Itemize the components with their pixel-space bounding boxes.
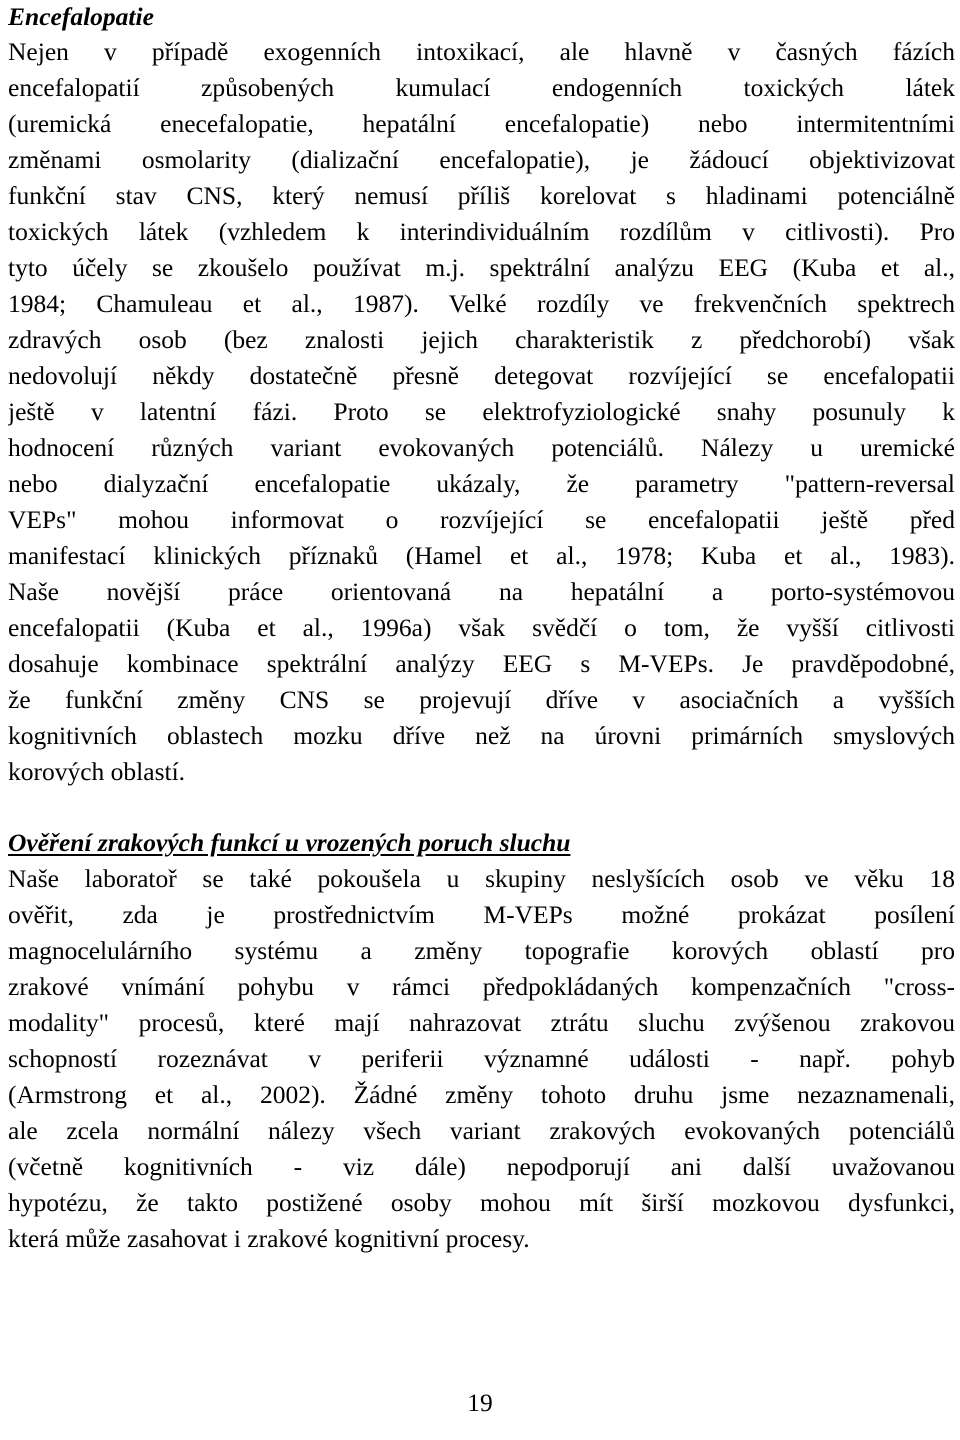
paragraph-line: magnocelulárního systému a změny topografie korových oblastí pro xyxy=(8,936,955,965)
paragraph-line: nedovolují někdy dostatečně přesně detegovat rozvíjející se encefalopatii xyxy=(8,361,955,390)
paragraph-line: hodnocení různých variant evokovaných potenciálů. Nálezy u uremické xyxy=(8,433,955,462)
paragraph-line: ještě v latentní fázi. Proto se elektrofyziologické snahy posunuly k xyxy=(8,397,955,426)
paragraph-line: změnami osmolarity (dializační encefalopatie), je žádoucí objektivizovat xyxy=(8,145,955,174)
paragraph-line: že funkční změny CNS se projevují dříve v asociačních a vyšších xyxy=(8,685,955,714)
section-heading-encefalopatie: Encefalopatie xyxy=(8,2,154,31)
paragraph-line: nebo dialyzační encefalopatie ukázaly, že parametry "pattern-reversal xyxy=(8,469,955,498)
paragraph-line: manifestací klinických příznaků (Hamel et al., 1978; Kuba et al., 1983). xyxy=(8,541,955,570)
paragraph-line: (včetně kognitivních - viz dále) nepodporují ani další uvažovanou xyxy=(8,1152,955,1181)
paragraph-line: Nejen v případě exogenních intoxikací, ale hlavně v časných fázích xyxy=(8,37,955,66)
paragraph-line: (Armstrong et al., 2002). Žádné změny tohoto druhu jsme nezaznamenali, xyxy=(8,1080,955,1109)
paragraph-line: ale zcela normální nálezy všech variant zrakových evokovaných potenciálů xyxy=(8,1116,955,1145)
paragraph-line: kognitivních oblastech mozku dříve než na úrovni primárních smyslových xyxy=(8,721,955,750)
paragraph-line: Naše novější práce orientovaná na hepatální a porto-systémovou xyxy=(8,577,955,606)
paragraph-line: ověřit, zda je prostřednictvím M-VEPs možné prokázat posílení xyxy=(8,900,955,929)
paragraph-line: dosahuje kombinace spektrální analýzy EEG s M-VEPs. Je pravděpodobné, xyxy=(8,649,955,678)
paragraph-line: modality" procesů, které mají nahrazovat ztrátu sluchu zvýšenou zrakovou xyxy=(8,1008,955,1037)
paragraph-line: encefalopatii (Kuba et al., 1996a) však svědčí o tom, že vyšší citlivosti xyxy=(8,613,955,642)
paragraph-line: zrakové vnímání pohybu v rámci předpokládaných kompenzačních "cross- xyxy=(8,972,955,1001)
page-number: 19 xyxy=(467,1388,493,1417)
section-heading-overeni-zrakovych-funkci: Ověření zrakových funkcí u vrozených poruch sluchu xyxy=(8,828,571,857)
paragraph-line: která může zasahovat i zrakové kognitivní procesy. xyxy=(8,1224,530,1253)
paragraph-line: tyto účely se zkoušelo používat m.j. spektrální analýzu EEG (Kuba et al., xyxy=(8,253,955,282)
paragraph-line: VEPs" mohou informovat o rozvíjející se encefalopatii ještě před xyxy=(8,505,955,534)
paragraph-line: schopností rozeznávat v periferii významné události - např. pohyb xyxy=(8,1044,955,1073)
paragraph-line: toxických látek (vzhledem k interindividuálním rozdílům v citlivosti). Pro xyxy=(8,217,955,246)
paragraph-line: korových oblastí. xyxy=(8,757,186,786)
paragraph-line: Naše laboratoř se také pokoušela u skupiny neslyšících osob ve věku 18 xyxy=(8,864,955,893)
paragraph-line: 1984; Chamuleau et al., 1987). Velké rozdíly ve frekvenčních spektrech xyxy=(8,289,955,318)
paragraph-line: encefalopatií způsobených kumulací endogenních toxických látek xyxy=(8,73,955,102)
paragraph-line: zdravých osob (bez znalosti jejich charakteristik z předchorobí) však xyxy=(8,325,955,354)
paragraph-line: hypotézu, že takto postižené osoby mohou mít širší mozkovou dysfunkci, xyxy=(8,1188,955,1217)
paragraph-line: funkční stav CNS, který nemusí příliš korelovat s hladinami potenciálně xyxy=(8,181,955,210)
paragraph-line: (uremická enecefalopatie, hepatální encefalopatie) nebo intermitentními xyxy=(8,109,955,138)
